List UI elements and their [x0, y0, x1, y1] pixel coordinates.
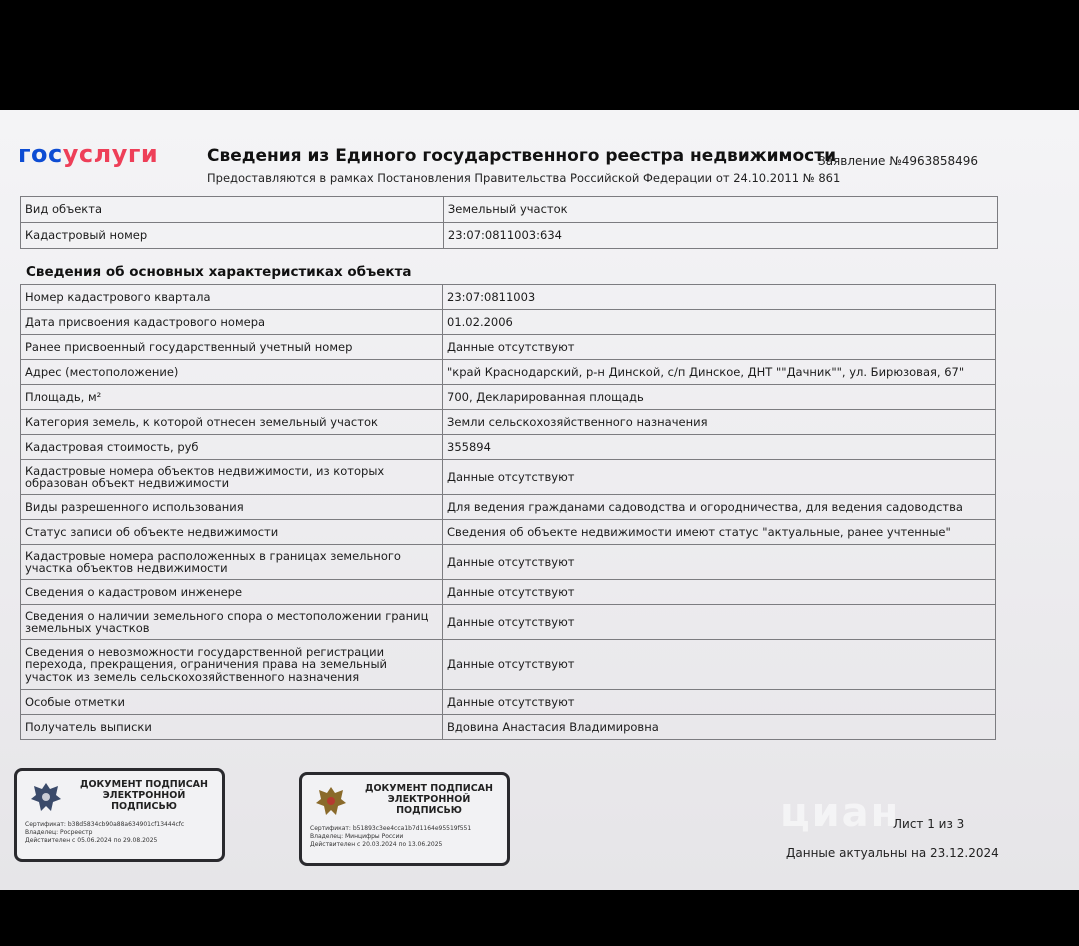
table-row: [21, 197, 998, 223]
table-row: [21, 460, 996, 495]
document-title: Сведения из Единого государственного реестра недвижимости: [207, 146, 836, 166]
table-row: [21, 495, 996, 520]
row-value: Данные отсутствуют: [443, 640, 996, 690]
stamp-validity: Действителен с 20.03.2024 по 13.06.2025: [310, 841, 443, 848]
coat-of-arms-icon: [29, 779, 63, 817]
cian-watermark: циан: [780, 790, 901, 836]
table-row: [21, 310, 996, 335]
stamp-owner: Владелец: Минцифры России: [310, 833, 404, 840]
coat-of-arms-icon: [314, 783, 348, 821]
row-value: 23:07:0811003: [443, 285, 996, 310]
row-value: Данные отсутствуют: [443, 605, 996, 640]
row-value: "край Краснодарский, р-н Динской, с/п Динское, ДНТ ""Дачник"", ул. Бирюзовая, 67": [443, 360, 996, 385]
row-label: Номер кадастрового квартала: [21, 285, 443, 310]
sheet-number: Лист 1 из 3: [893, 817, 965, 831]
row-value: Для ведения гражданами садоводства и огородничества, для ведения садоводства: [443, 495, 996, 520]
row-value: 23:07:0811003:634: [443, 223, 997, 249]
row-value: 355894: [443, 435, 996, 460]
row-value: Вдовина Анастасия Владимировна: [443, 715, 996, 740]
stamp-heading: ДОКУМЕНТ ПОДПИСАН ЭЛЕКТРОННОЙ ПОДПИСЬЮ: [365, 783, 493, 816]
row-value: Данные отсутствуют: [443, 460, 996, 495]
signature-stamp-mincifry: [299, 772, 510, 866]
row-value: Данные отсутствуют: [443, 335, 996, 360]
table-row: [21, 520, 996, 545]
table-row: [21, 223, 998, 249]
row-label: Сведения о кадастровом инженере: [21, 580, 443, 605]
data-actual-date: Данные актуальны на 23.12.2024: [786, 846, 999, 860]
document-subtitle: Предоставляются в рамках Постановления Правительства Российской Федерации от 24.10.2011 № 861: [207, 171, 841, 185]
table-row: [21, 715, 996, 740]
row-label: Кадастровые номера объектов недвижимости, из которых образован объект недвижимости: [21, 460, 443, 495]
row-label: Кадастровый номер: [21, 223, 444, 249]
row-label: Адрес (местоположение): [21, 360, 443, 385]
logo-part-2: услуги: [62, 140, 159, 168]
table-row: [21, 435, 996, 460]
row-label: Сведения о невозможности государственной регистрации перехода, прекращения, ограничения права на земельный участок из земель сельскохозяйственного назначения: [21, 640, 443, 690]
gosuslugi-logo: [18, 140, 158, 168]
row-value: Данные отсутствуют: [443, 545, 996, 580]
row-label: Сведения о наличии земельного спора о местоположении границ земельных участков: [21, 605, 443, 640]
row-label: Вид объекта: [21, 197, 444, 223]
table-row: [21, 605, 996, 640]
row-value: Земли сельскохозяйственного назначения: [443, 410, 996, 435]
table-row: [21, 385, 996, 410]
row-label: Площадь, м²: [21, 385, 443, 410]
table-row: [21, 690, 996, 715]
claim-number: Заявление №4963858496: [818, 154, 979, 168]
row-label: Особые отметки: [21, 690, 443, 715]
section-title: Сведения об основных характеристиках объекта: [26, 264, 412, 280]
row-value: Данные отсутствуют: [443, 690, 996, 715]
row-value: Сведения об объекте недвижимости имеют статус "актуальные, ранее учтенные": [443, 520, 996, 545]
table-row: [21, 410, 996, 435]
row-label: Кадастровая стоимость, руб: [21, 435, 443, 460]
row-label: Категория земель, к которой отнесен земельный участок: [21, 410, 443, 435]
row-value: Земельный участок: [443, 197, 997, 223]
table-row: [21, 580, 996, 605]
row-value: 700, Декларированная площадь: [443, 385, 996, 410]
row-label: Дата присвоения кадастрового номера: [21, 310, 443, 335]
stamp-details: [310, 825, 500, 849]
row-label: Ранее присвоенный государственный учетный номер: [21, 335, 443, 360]
document-page: [0, 110, 1079, 890]
stamp-details: [25, 821, 215, 845]
stamp-validity: Действителен с 05.06.2024 по 29.08.2025: [25, 837, 158, 844]
table-row: [21, 360, 996, 385]
signature-stamp-rosreestr: [14, 768, 225, 862]
stamp-certificate: Сертификат: b38d5834cb90a88a634901cf13444cfc: [25, 821, 185, 828]
table-row: [21, 545, 996, 580]
stamp-owner: Владелец: Росреестр: [25, 829, 93, 836]
row-label: Виды разрешенного использования: [21, 495, 443, 520]
stamp-certificate: Сертификат: b51893c3ee4cca1b7d1164e95519f551: [310, 825, 472, 832]
row-value: 01.02.2006: [443, 310, 996, 335]
table-row: [21, 285, 996, 310]
stamp-heading: ДОКУМЕНТ ПОДПИСАН ЭЛЕКТРОННОЙ ПОДПИСЬЮ: [80, 779, 208, 812]
row-value: Данные отсутствуют: [443, 580, 996, 605]
logo-part-1: гос: [18, 140, 63, 168]
row-label: Статус записи об объекте недвижимости: [21, 520, 443, 545]
object-table: [20, 196, 998, 249]
row-label: Получатель выписки: [21, 715, 443, 740]
table-row: [21, 335, 996, 360]
row-label: Кадастровые номера расположенных в границах земельного участка объектов недвижимости: [21, 545, 443, 580]
table-row: [21, 640, 996, 690]
characteristics-table: [20, 284, 996, 740]
